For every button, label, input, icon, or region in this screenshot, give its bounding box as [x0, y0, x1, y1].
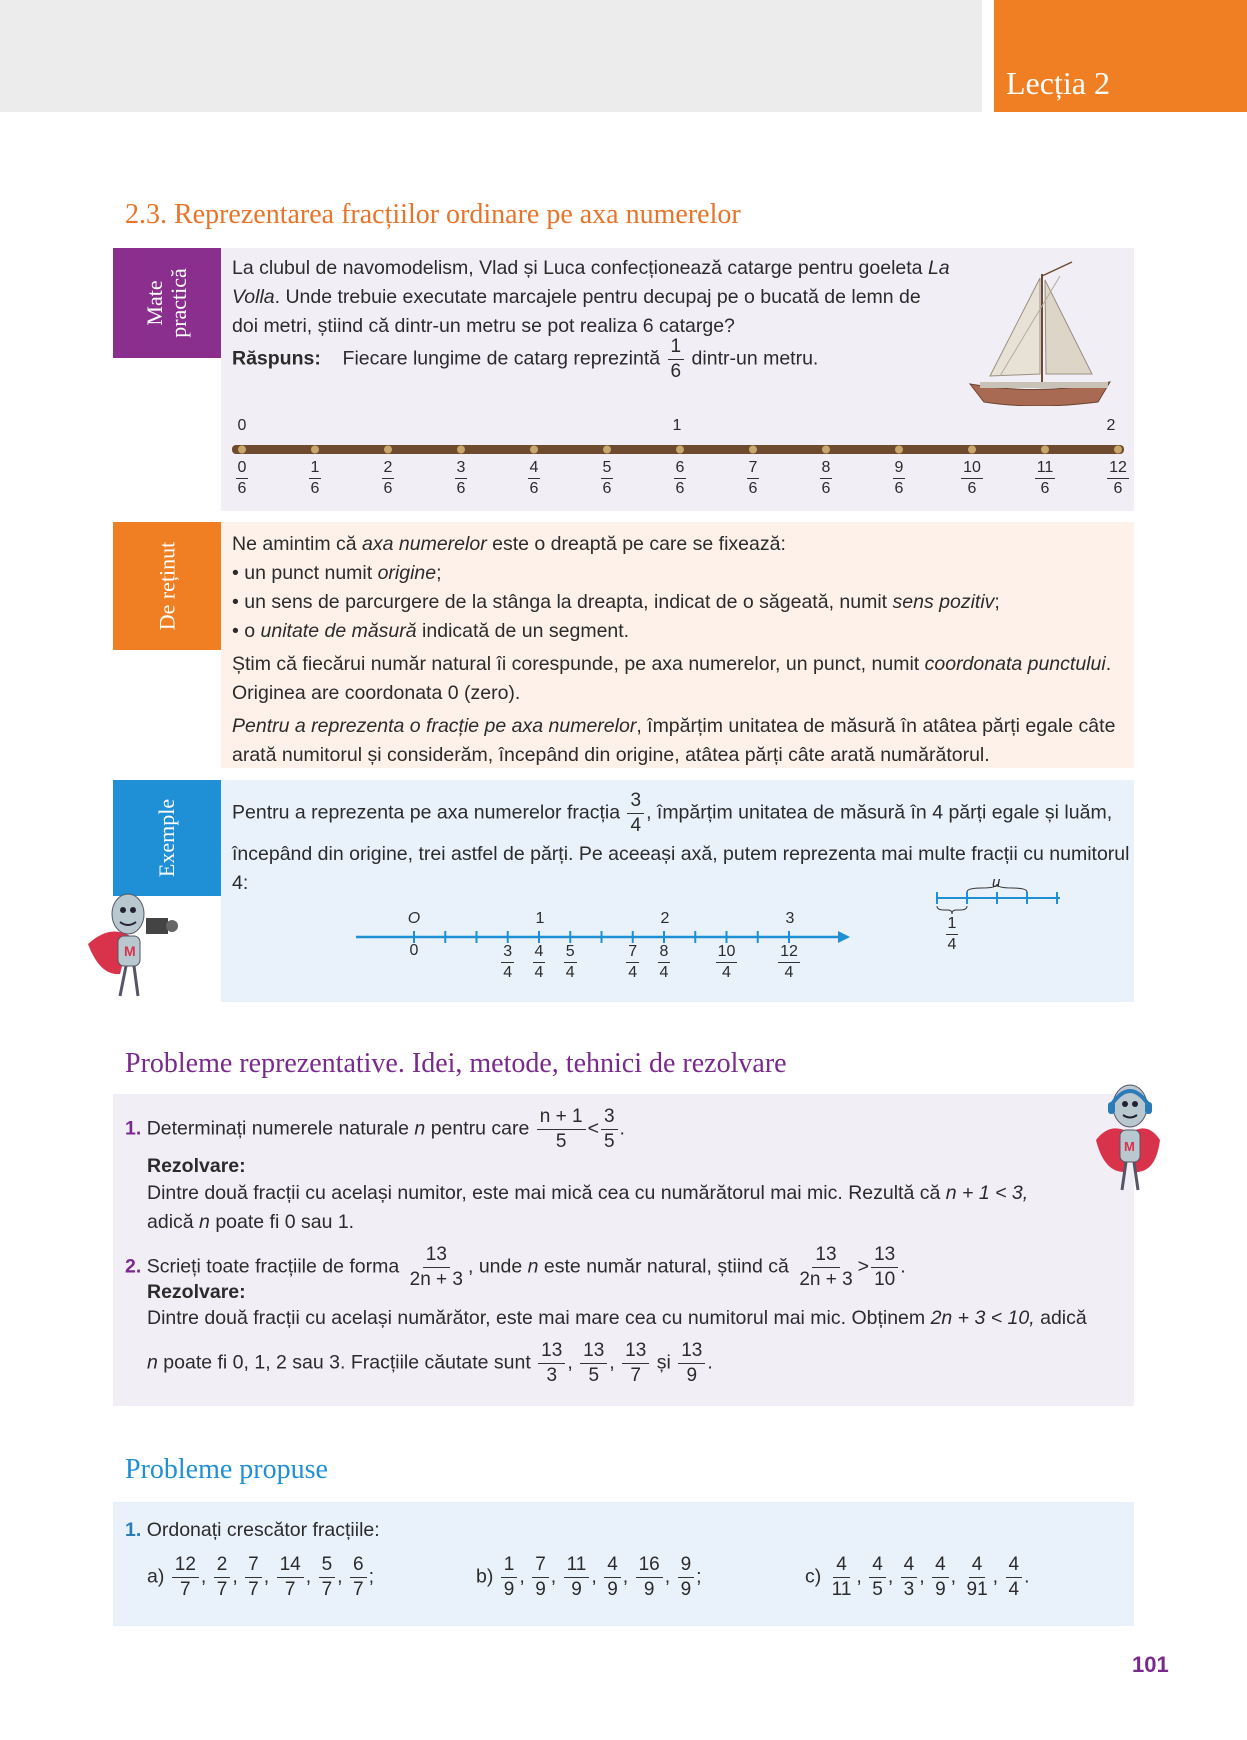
rep-p1-rezolvare-label: Rezolvare: [147, 1155, 246, 1177]
prop-problem-1: 1. Ordonați crescător fracțiile: [125, 1519, 380, 1541]
rod-fraction-0: 0 6 [237, 459, 247, 497]
exemple-text-3: începând din origine, trei astfel de părți. Pe aceeași axă, putem reprezenta mai multe fracții cu numitorul 4: [232, 843, 1130, 894]
prop-list-c: c) $\frac{4}{11}$ , $\frac{4}{5}$ , $\frac{4}{3}$ , $\frac{4}{9}$ , $\frac{4}{91}$ , $\frac{4}{4}$ . [805, 1554, 1030, 1600]
exemple-text-1: Pentru a reprezenta pe axa numerelor fracția [232, 801, 621, 824]
unit-fraction: 1 4 [947, 915, 957, 953]
retinut-line-5: Știm că fiecărui număr natural îi corespunde, pe axa numerelor, un punct, numit coordonata punctului. [232, 653, 1112, 675]
page-number: 101 [1132, 1652, 1169, 1677]
rod-fraction-11: 11 6 [1036, 459, 1054, 497]
rod-label-0: 0 [237, 417, 247, 434]
mascot-headphones [1090, 1076, 1170, 1198]
sailboat-illustration [960, 256, 1120, 406]
tab-line-2: practică [165, 268, 191, 338]
axis-fraction-5: 10 4 [717, 943, 736, 981]
axis-zero-label: 0 [409, 942, 419, 959]
rod-label-2: 2 [1106, 417, 1116, 434]
rep-title: Probleme reprezentative. Idei, metode, tehnici de rezolvare [125, 1048, 787, 1079]
svg-text:M: M [1124, 1139, 1135, 1154]
lesson-label: Lecția 2 [1006, 65, 1110, 101]
tab-line-1: Mate [141, 280, 167, 326]
exemple-tab-label: Exemple [153, 798, 179, 878]
rep-problem-1: 1. Determinați numerele naturale n pentru care $\frac{n + 1}{5}$ < $\frac{3}{5}$ . [125, 1106, 625, 1152]
rod-fraction-3: 3 6 [456, 459, 466, 497]
exemple-text [232, 790, 1132, 837]
retinut-line-3: • un sens de parcurgere de la stânga la dreapta, indicat de o săgeată, numit sens pozitiv; [232, 591, 1000, 613]
retinut-line-7: Pentru a reprezenta o fracție pe axa numerelor, împărțim unitatea de măsură în atâtea părți egale câte arată numitorul și considerăm, începând din origine, atâtea părți câte arată numărătorul. [232, 715, 1116, 766]
retinut-line-1: Ne amintim că axa numerelor este o dreaptă pe care se fixează: [232, 533, 786, 555]
p2-frac-3: $\frac{13}{10}$ [871, 1244, 898, 1291]
rep-p2-solution-2: n poate fi 0, 1, 2 sau 3. Fracțiile căutate sunt $\frac{13}{3}$ , $\frac{13}{5}$ , $\frac{13}{7}$ și $\frac{13}{9}$ . [147, 1340, 713, 1386]
axis-label-1: 1 [535, 910, 545, 927]
mate-practica-tab [113, 248, 221, 358]
rod-label-1: 1 [672, 417, 682, 434]
prop-list-a: a) $\frac{12}{7}$ , $\frac{2}{7}$ , $\frac{7}{7}$ , $\frac{14}{7}$ , $\frac{5}{7}$ , $\frac{6}{7}$ ; [147, 1554, 374, 1600]
exemple-fraction: $\frac{3}{4}$ [627, 790, 644, 837]
mate-text-1: La clubul de navomodelism, Vlad și Luca confecționează catarge pentru goeleta [232, 257, 928, 279]
section-title: 2.3. Reprezentarea fracțiilor ordinare pe axa numerelor [125, 199, 741, 230]
retinut-line-2: • un punct numit origine; [232, 562, 442, 584]
axis-label-3: 3 [785, 910, 795, 927]
p2-frac-2: $\frac{13}{2n + 3}$ [799, 1244, 853, 1290]
rod-fraction-5: 5 6 [602, 459, 612, 497]
lesson-badge [994, 0, 1247, 112]
mascot-camera [80, 884, 190, 1004]
rod-fraction-9: 9 6 [894, 459, 904, 497]
mate-answer [232, 336, 952, 383]
de-retinut-text [232, 530, 1127, 770]
rep-problem-2: 2. Scrieți toate fracțiile de forma $\frac{13}{2n + 3}$ , unde n este număr natural, știind că $\frac{13}{2n + 3}$ > $\frac{13}{10}$ . [125, 1244, 906, 1290]
rod-fraction-10: 10 6 [963, 459, 981, 497]
rod-fraction-2: 2 6 [383, 459, 393, 497]
axis-fraction-6: 12 4 [780, 943, 798, 981]
mate-problem-text [232, 254, 952, 341]
mate-text-2: . Unde trebuie executate marcajele pentru decupaj pe o bucată de lemn de doi metri, știind că dintr-un metru se pot realiza 6 catarge? [232, 286, 921, 337]
rep-p2-rezolvare-label: Rezolvare: [147, 1281, 246, 1303]
p2-frac-1: $\frac{13}{2n + 3}$ [409, 1244, 463, 1290]
axis-fraction-3: 7 4 [628, 943, 638, 981]
axis-label-2: 2 [660, 910, 670, 927]
answer-tail: dintr-un metru. [691, 347, 819, 370]
rod-fraction-12: 12 6 [1109, 459, 1127, 497]
answer-label: Răspuns: [232, 347, 321, 370]
rep-p2-solution-1: Dintre două fracții cu același numărător, este mai mare cea cu numitorul mai mic. Obținem 2n + 3 < 10, adică [147, 1307, 1087, 1329]
retinut-line-4: • o unitate de măsură indicată de un segment. [232, 620, 630, 642]
axis-fraction-0: 3 4 [503, 943, 513, 981]
axis-fraction-4: 8 4 [659, 943, 669, 981]
rod-fraction-7: 7 6 [748, 459, 758, 497]
unit-label: u [992, 874, 1001, 891]
retinut-line-6: Originea are coordonata 0 (zero). [232, 682, 521, 704]
prop-title: Probleme propuse [125, 1454, 328, 1485]
axis-origin-label: O [407, 910, 421, 927]
svg-text:M: M [124, 943, 136, 959]
rep-p1-solution: Dintre două fracții cu același numitor, este mai mică cea cu numărătorul mai mic. Rezultă că n + 1 < 3, adică n poate fi 0 sau 1. [147, 1182, 1029, 1233]
p1-frac-1: $\frac{n + 1}{5}$ [537, 1106, 586, 1153]
axis-fraction-1: 4 4 [534, 943, 544, 981]
rod-fraction-4: 4 6 [529, 459, 539, 497]
exemple-text-2: , împărțim unitatea de măsură în 4 părți egale și luăm, [646, 801, 1113, 824]
de-retinut-tab [113, 522, 221, 650]
exemple-tab [113, 780, 221, 896]
de-retinut-tab-label: De reținut [154, 541, 179, 631]
prop-list-b: b) $\frac{1}{9}$ , $\frac{7}{9}$ , $\frac{11}{9}$ , $\frac{4}{9}$ , $\frac{16}{9}$ , $\frac{9}{9}$ ; [476, 1554, 702, 1600]
answer-fraction: $\frac{1}{6}$ [668, 336, 685, 383]
ship-name: La Volla [232, 257, 950, 308]
rod-fraction-8: 8 6 [821, 459, 831, 497]
answer-text: Fiecare lungime de catarg reprezintă [342, 347, 661, 370]
rod-fraction-6: 6 6 [675, 459, 685, 497]
rod-fraction-1: 1 6 [310, 459, 320, 497]
header-bar [0, 0, 982, 112]
p1-frac-2: $\frac{3}{5}$ [601, 1106, 618, 1153]
axis-fraction-2: 5 4 [565, 943, 575, 981]
